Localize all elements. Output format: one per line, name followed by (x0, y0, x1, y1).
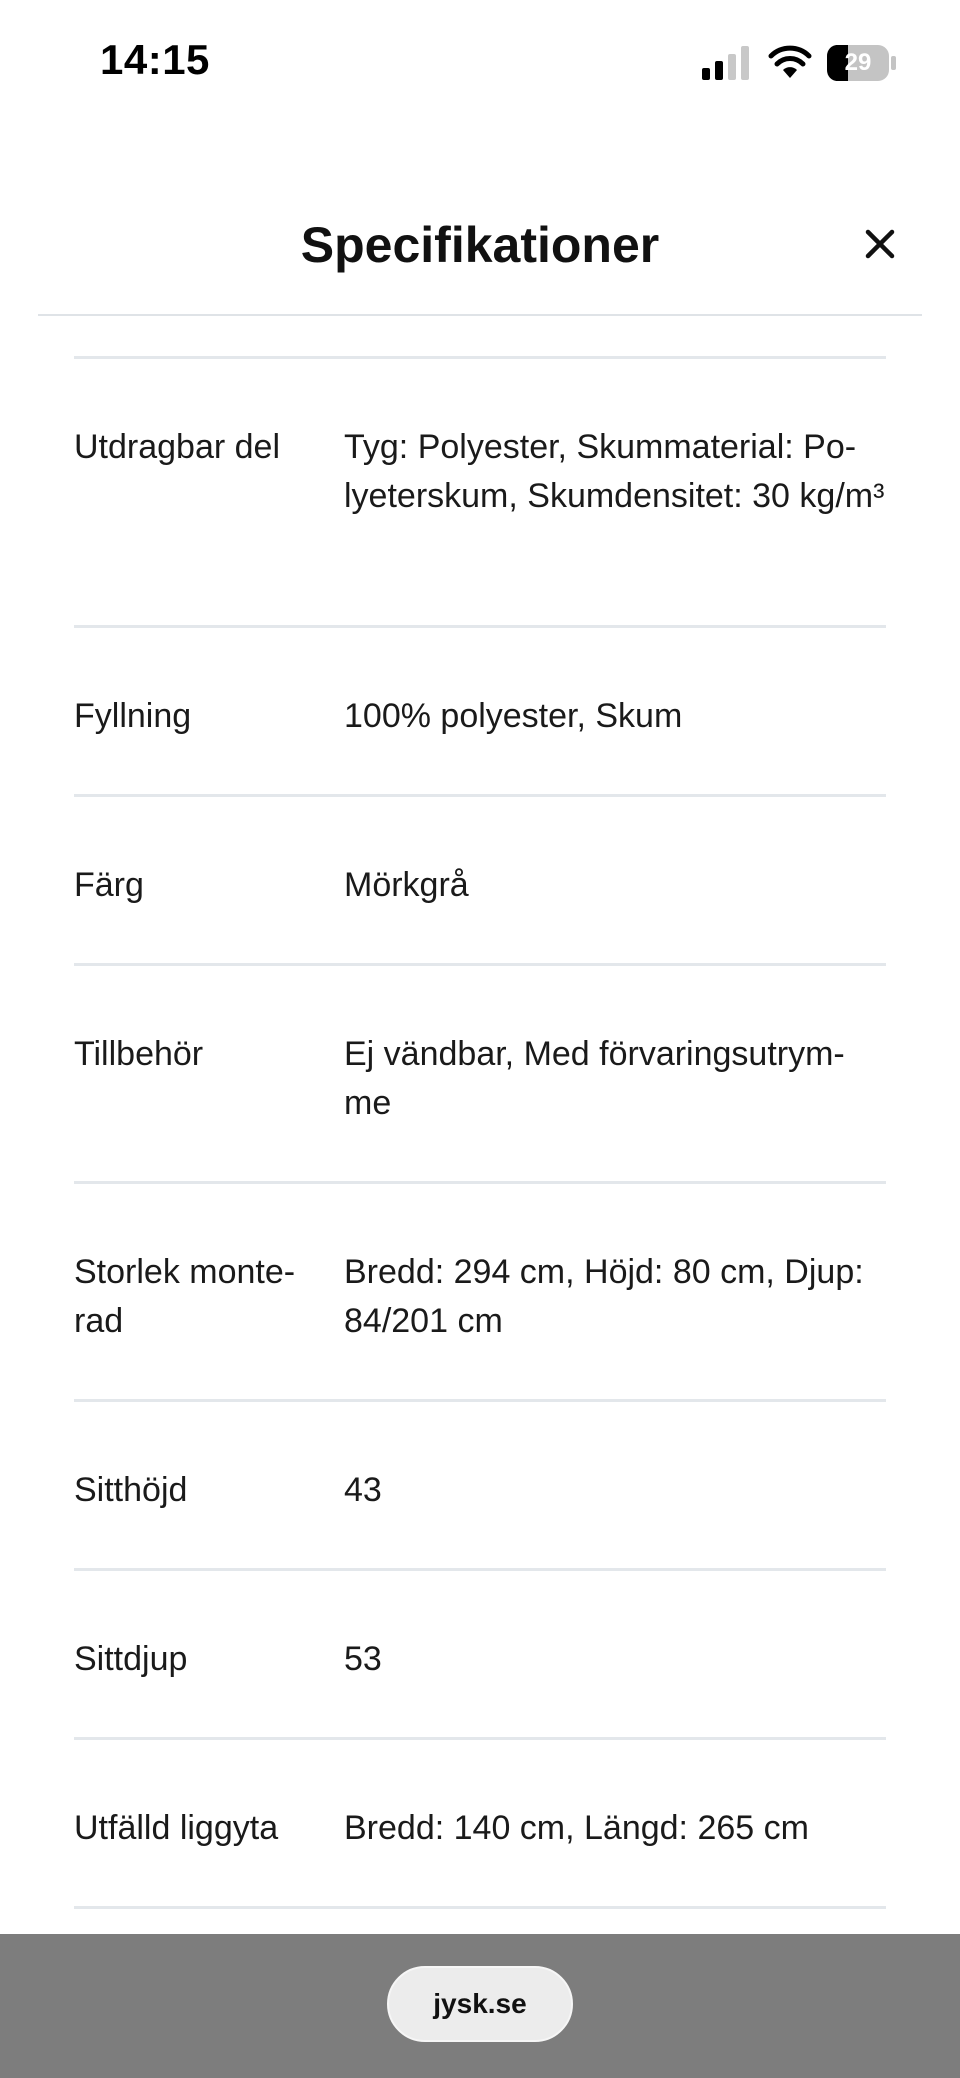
spec-list (74, 356, 886, 1909)
spec-label: Utdragbar del (74, 428, 281, 466)
spec-row (74, 797, 886, 966)
close-button[interactable] (858, 222, 902, 266)
spec-row (74, 966, 886, 1184)
status-time: 14:15 (100, 36, 210, 83)
spec-value: 43 (344, 1471, 382, 1509)
spec-row (74, 359, 886, 628)
spec-row (74, 1740, 886, 1909)
spec-value: 100% polyester, Skum (344, 697, 683, 735)
spec-value: Bredd: 140 cm, Längd: 265 cm (344, 1809, 809, 1847)
spec-label: Utfälld liggyta (74, 1809, 279, 1847)
spec-value: Ej vändbar, Med förvaringsutrym-me (344, 1035, 845, 1122)
spec-value: Tyg: Polyester, Skummaterial: Po-lyeterskum, Skumdensitet: 30 kg/m³ (344, 428, 885, 515)
spec-row (74, 1571, 886, 1740)
signal-icon (700, 46, 752, 80)
spec-value: Bredd: 294 cm, Höjd: 80 cm, Djup: 84/201 cm (344, 1253, 864, 1340)
page-title: Specifikationer (300, 217, 660, 273)
address-bar[interactable]: jysk.se (387, 1966, 573, 2042)
spec-row (74, 1184, 886, 1402)
modal-header (38, 190, 922, 316)
spec-value: Mörkgrå (344, 866, 469, 904)
spec-label: Färg (74, 866, 144, 904)
browser-bottom-bar (0, 1934, 960, 2078)
spec-label: Sitthöjd (74, 1471, 188, 1509)
spec-label: Sittdjup (74, 1640, 188, 1678)
spec-row (74, 628, 886, 797)
wifi-icon (768, 44, 812, 80)
spec-label: Tillbehör (74, 1035, 204, 1073)
spec-value: 53 (344, 1640, 382, 1678)
close-icon (858, 222, 902, 266)
spec-row (74, 1402, 886, 1571)
spec-label: Storlek monte-rad (74, 1253, 296, 1340)
status-bar (0, 0, 960, 120)
spec-label: Fyllning (74, 697, 192, 735)
battery-level: 29 (844, 49, 872, 76)
